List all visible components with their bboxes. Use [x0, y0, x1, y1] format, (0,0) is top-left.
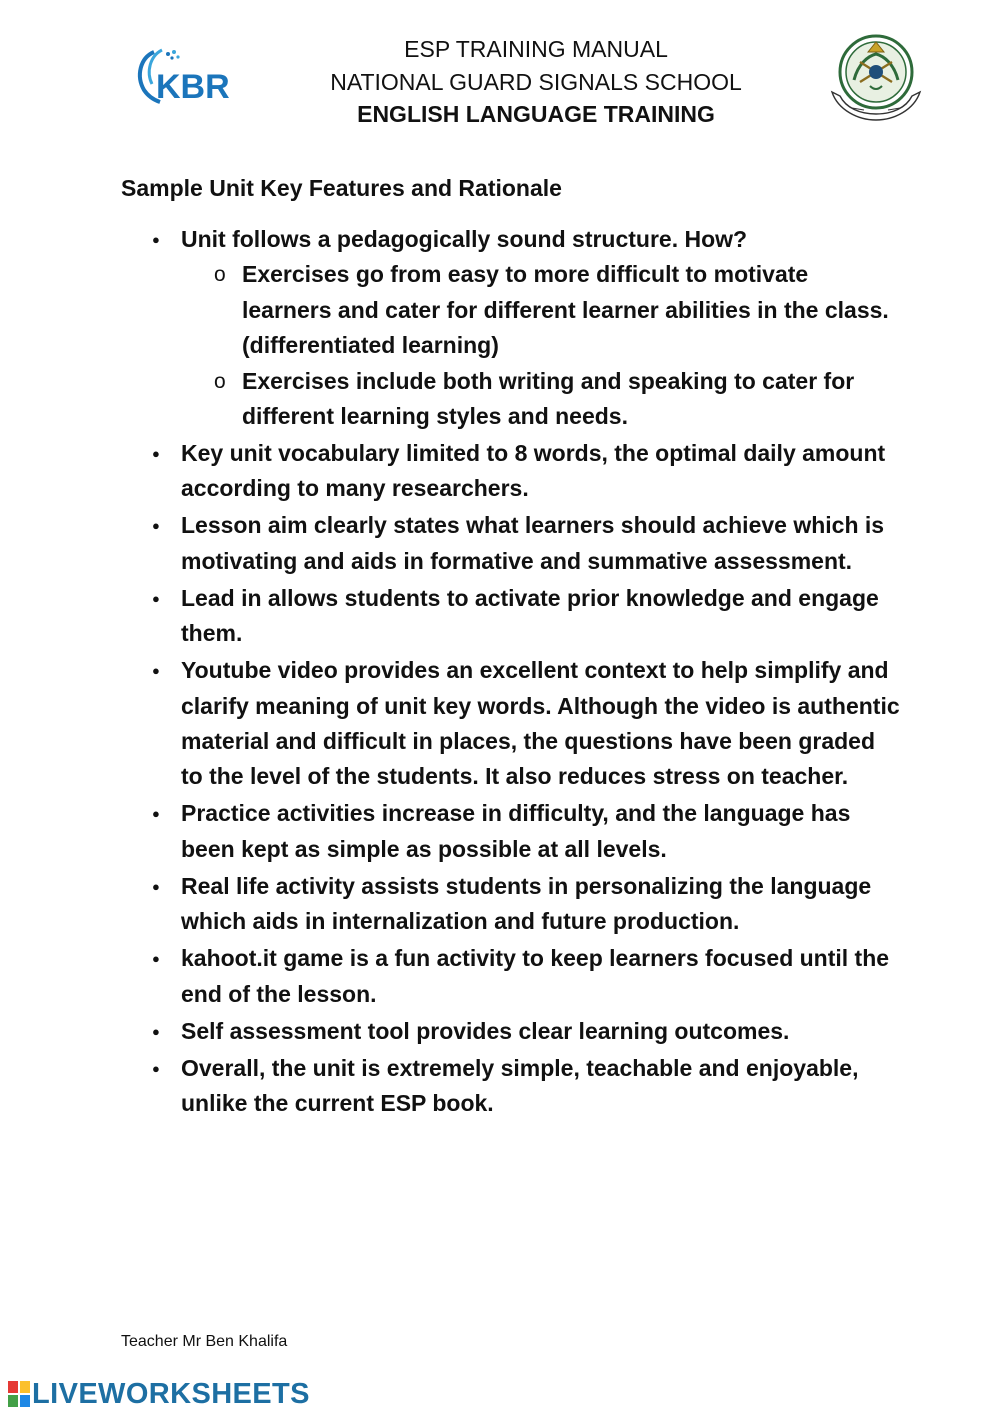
bullet-item	[181, 796, 901, 867]
bullet-text: kahoot.it game is a fun activity to keep learners focused until the end of the lesson.	[181, 945, 890, 1007]
liveworksheets-brand[interactable]	[8, 1378, 310, 1410]
svg-text:KBR: KBR	[156, 68, 230, 104]
section-heading: Sample Unit Key Features and Rationale	[121, 175, 562, 201]
bullet-text: Youtube video provides an excellent context to help simplify and clarify meaning of unit key words. Although the video is authentic material and difficult in places, the questions have been graded to the level of the students. It also reduces stress on teacher.	[181, 657, 900, 790]
bullet-item	[181, 869, 901, 940]
sub-bullet-item	[242, 257, 901, 363]
sub-bullet-list	[181, 257, 901, 434]
bullet-item	[181, 1014, 901, 1049]
liveworksheets-brand-text: LIVEWORKSHEETS	[32, 1377, 310, 1410]
header-title-line-3: ENGLISH LANGUAGE TRAINING	[357, 101, 715, 127]
bullet-text: Real life activity assists students in personalizing the language which aids in internalization and future production.	[181, 872, 872, 935]
bullet-item	[181, 941, 901, 1012]
bullet-text: Unit follows a pedagogically sound structure. How?	[181, 226, 748, 252]
bullet-item	[181, 222, 901, 434]
bullet-text: Lead in allows students to activate prior knowledge and engage them.	[181, 584, 879, 647]
bullet-item	[181, 436, 901, 507]
bullet-item	[181, 581, 901, 652]
bullet-text: Lesson aim clearly states what learners should achieve which is motivating and aids in formative and summative assessment.	[181, 512, 885, 574]
bullet-text: Self assessment tool provides clear learning outcomes.	[181, 1017, 790, 1044]
national-guard-seal-logo	[824, 30, 928, 124]
sub-bullet-item	[242, 364, 901, 435]
sub-bullet-text: Exercises go from easy to more difficult to motivate learners and cater for different learner abilities in the class. (differentiated learning)	[242, 261, 889, 359]
liveworksheets-logo-icon	[8, 1381, 30, 1407]
kbr-logo	[132, 46, 232, 104]
document-body	[121, 222, 901, 1123]
bullet-item	[181, 508, 901, 579]
bullet-item	[181, 1051, 901, 1122]
header-title-line-2: NATIONAL GUARD SIGNALS SCHOOL	[330, 69, 742, 95]
header-title-line-1: ESP TRAINING MANUAL	[404, 36, 668, 62]
teacher-credit: Teacher Mr Ben Khalifa	[121, 1333, 288, 1350]
bullet-text: Key unit vocabulary limited to 8 words, the optimal daily amount according to many researchers.	[181, 440, 886, 502]
sub-bullet-text: Exercises include both writing and speaking to cater for different learning styles and needs.	[242, 367, 855, 430]
bullet-text: Overall, the unit is extremely simple, teachable and enjoyable, unlike the current ESP book.	[181, 1054, 859, 1117]
bullet-text: Practice activities increase in difficulty, and the language has been kept as simple as possible at all levels.	[181, 800, 851, 862]
bullet-list	[121, 222, 901, 1122]
bullet-item	[181, 653, 901, 795]
